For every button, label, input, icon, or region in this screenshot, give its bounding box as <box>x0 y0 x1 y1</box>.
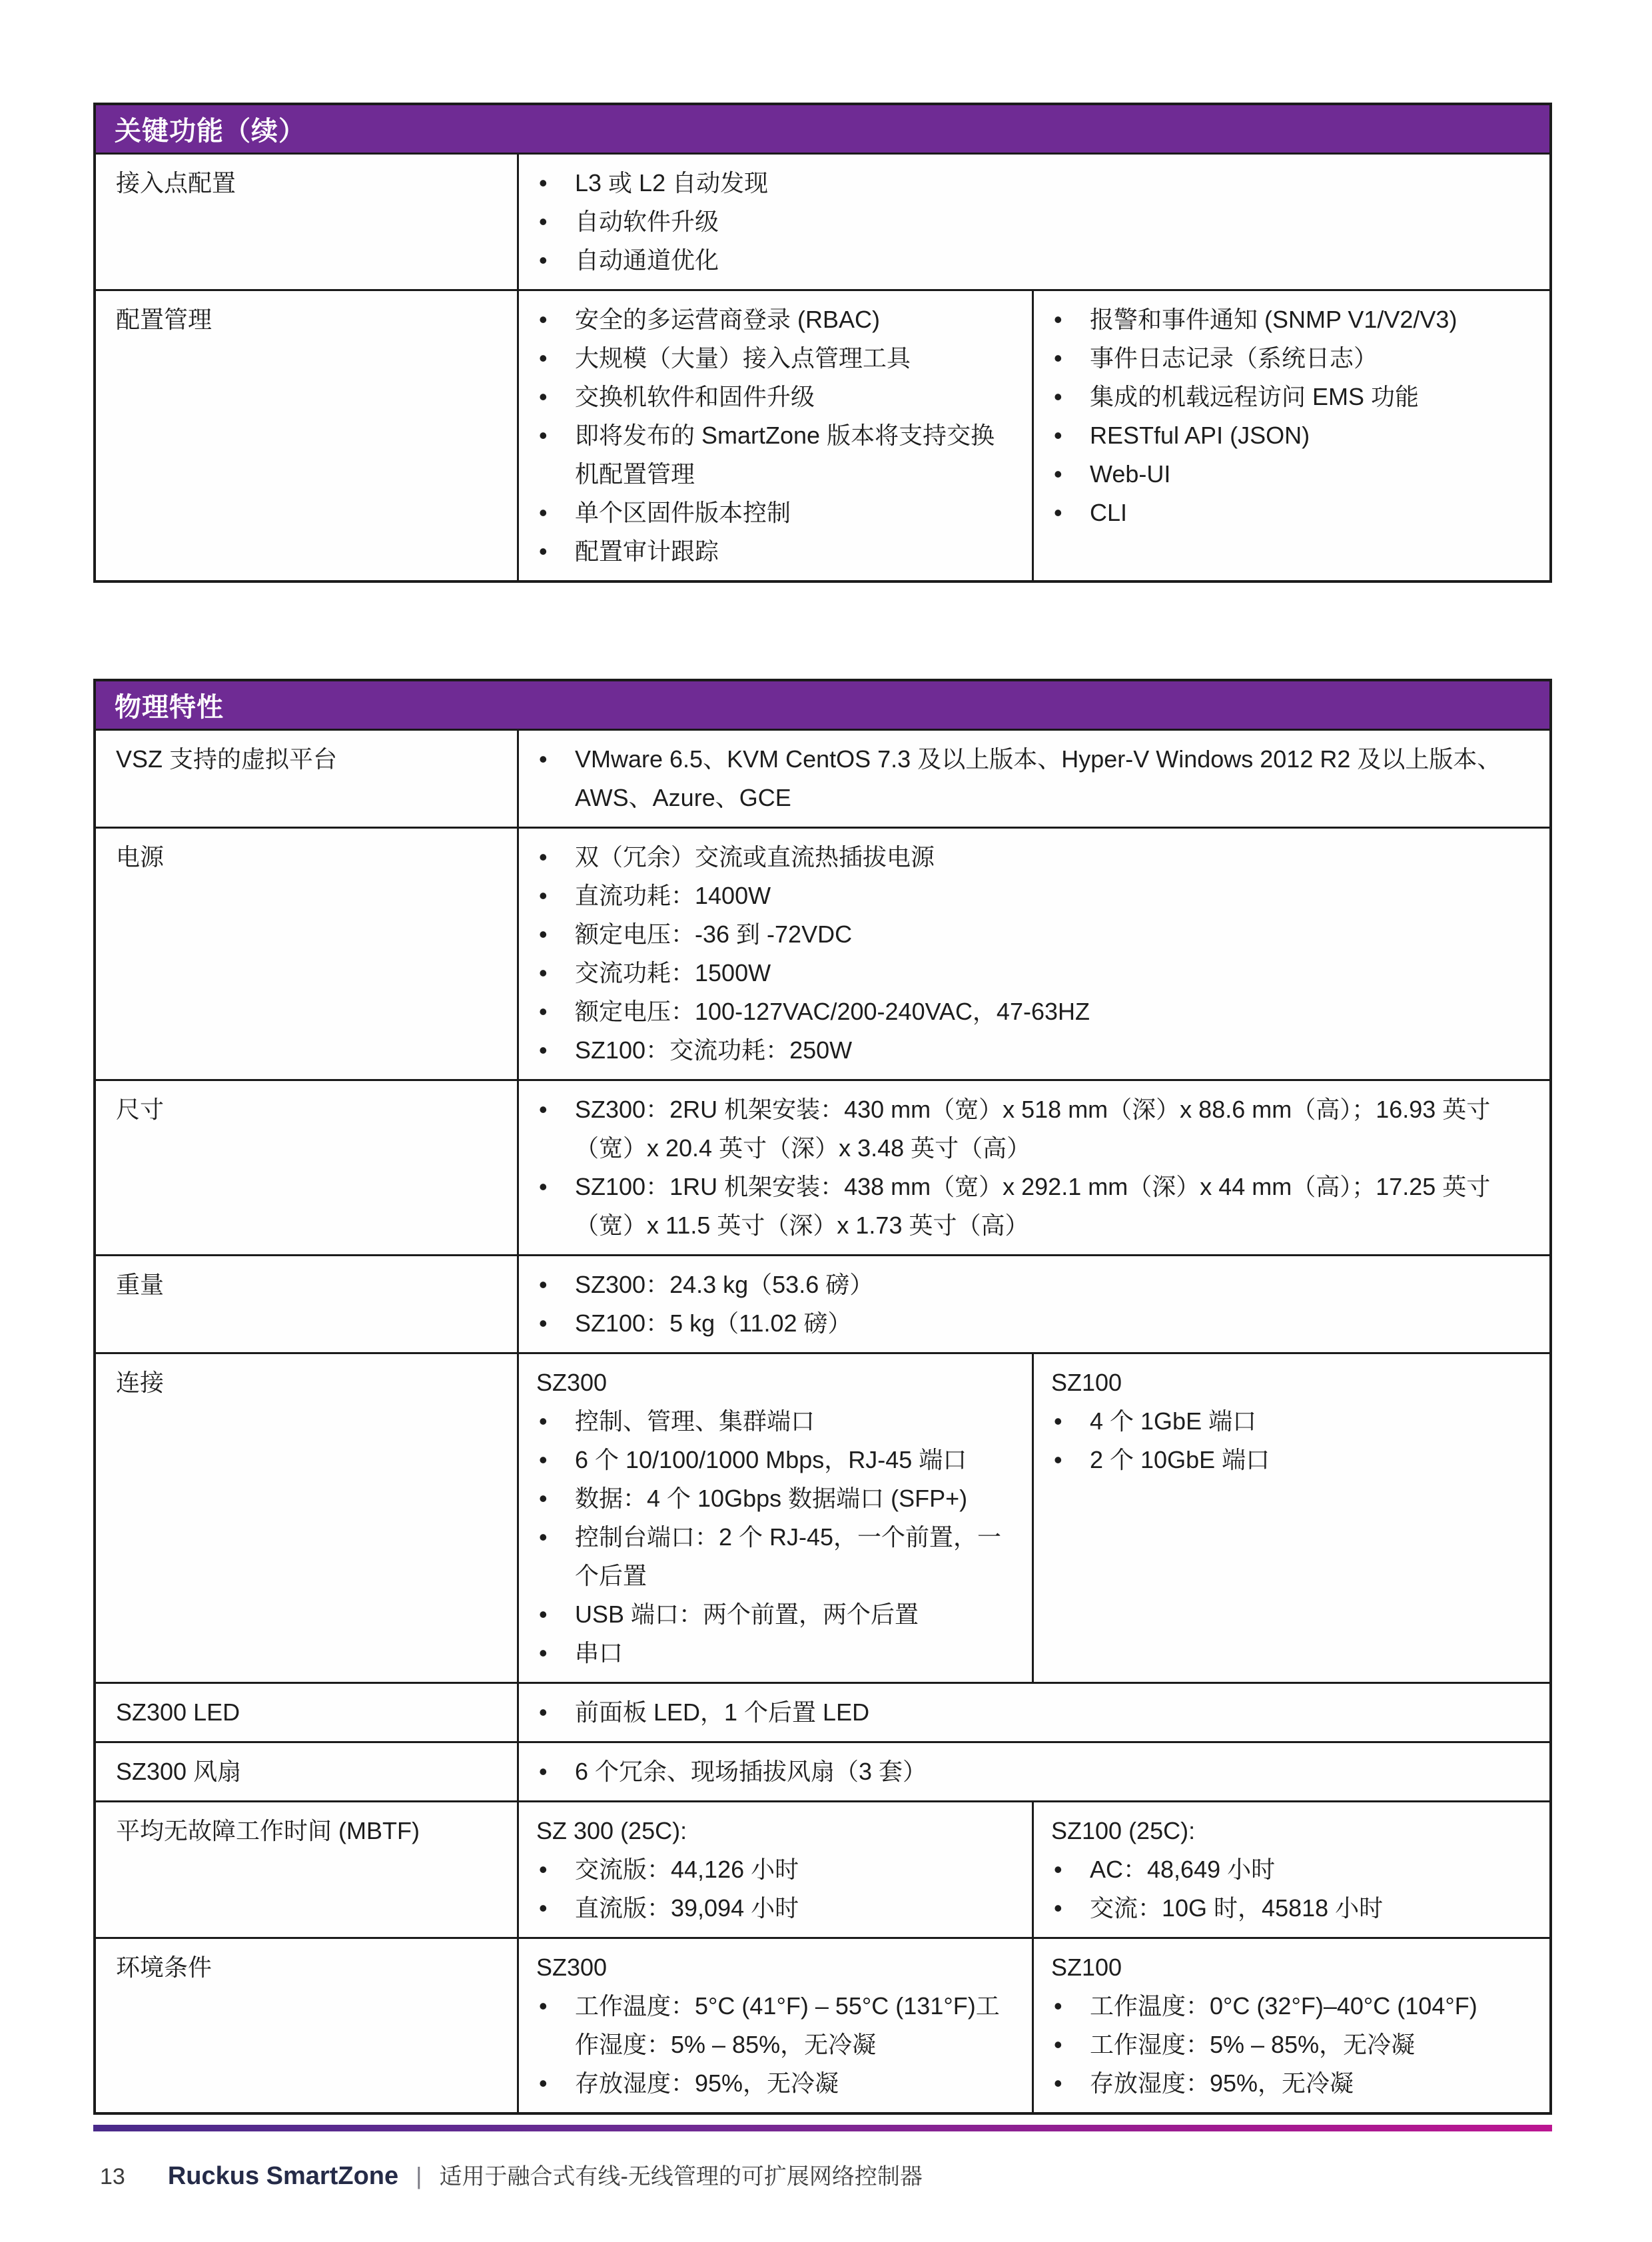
bullet-list <box>1051 1850 1533 1928</box>
bullet-list <box>536 300 1016 571</box>
spec-item: • 6 个 10/100/1000 Mbps，RJ-45 端口 <box>536 1441 1016 1479</box>
spec-item: • 报警和事件通知 (SNMP V1/V2/V3) <box>1051 300 1533 339</box>
bullet-list <box>536 838 1533 1070</box>
spec-item: • 串口 <box>536 1634 1016 1673</box>
row-content <box>517 1684 1549 1741</box>
row-label: 平均无故障工作时间 (MBTF) <box>116 1817 420 1844</box>
bullet-list <box>536 1693 1533 1732</box>
spec-item: • 工作湿度：5% – 85%，无冷凝 <box>1051 2026 1533 2064</box>
cell-heading: SZ100 <box>1051 1954 1122 1981</box>
spec-item: • 额定电压：100-127VAC/200-240VAC，47-63HZ <box>536 992 1533 1031</box>
row-content-right <box>1032 1802 1549 1937</box>
bullet-list <box>536 1752 1533 1791</box>
table-row <box>96 729 1549 827</box>
bullet-list <box>536 1402 1016 1673</box>
spec-item: • CLI <box>1051 494 1533 532</box>
spec-item: • SZ300：2RU 机架安装：430 mm（宽）x 518 mm（深）x 88.6 mm（高）；16.93 英寸（宽）x 20.4 英寸（深）x 3.48 英寸（高） <box>536 1090 1533 1168</box>
spec-item: • SZ100：5 kg（11.02 磅） <box>536 1304 1533 1343</box>
spec-item: • RESTful API (JSON) <box>1051 416 1533 455</box>
row-label: 连接 <box>116 1369 165 1396</box>
cell-heading: SZ300 <box>536 1369 608 1396</box>
spec-item: • AC：48,649 小时 <box>1051 1850 1533 1889</box>
spec-item: • 控制、管理、集群端口 <box>536 1402 1016 1441</box>
spec-item: • 工作温度：5°C (41°F) – 55°C (131°F)工作湿度：5% – 85%，无冷凝 <box>536 1987 1016 2064</box>
row-label: 配置管理 <box>116 306 212 333</box>
row-content <box>517 1743 1549 1800</box>
table-row <box>96 1254 1549 1352</box>
table-title: 物理特性 <box>115 693 224 722</box>
bullet-list <box>536 164 1533 280</box>
footer-tagline: 适用于融合式有线-无线管理的可扩展网络控制器 <box>439 2164 923 2189</box>
footer-gradient-bar <box>93 2125 1552 2131</box>
spec-item: • 数据：4 个 10Gbps 数据端口 (SFP+) <box>536 1479 1016 1518</box>
row-content-left <box>517 1354 1032 1682</box>
spec-item: • Web-UI <box>1051 455 1533 494</box>
spec-item: • SZ300：24.3 kg（53.6 磅） <box>536 1266 1533 1304</box>
cell-heading: SZ100 (25C): <box>1051 1817 1196 1844</box>
footer-separator: | <box>416 2162 422 2189</box>
spec-item: • 存放湿度：95%，无冷凝 <box>536 2064 1016 2103</box>
row-content-right <box>1032 291 1549 580</box>
spec-item: • 存放湿度：95%，无冷凝 <box>1051 2064 1533 2103</box>
spec-item: • 交流功耗：1500W <box>536 954 1533 992</box>
table-title: 关键功能（续） <box>115 117 306 146</box>
spec-item: • 大规模（大量）接入点管理工具 <box>536 339 1016 378</box>
spec-item: • 2 个 10GbE 端口 <box>1051 1441 1533 1479</box>
spec-item: • SZ100：1RU 机架安装：438 mm（宽）x 292.1 mm（深）x 44 mm（高）；17.25 英寸（宽）x 11.5 英寸（深）x 1.73 英寸（高） <box>536 1168 1533 1245</box>
row-content <box>517 1081 1549 1254</box>
spec-item: • 交换机软件和固件升级 <box>536 378 1016 416</box>
bullet-list <box>536 1850 1016 1928</box>
spec-item: • 自动软件升级 <box>536 202 1533 241</box>
spec-item: • USB 端口：两个前置，两个后置 <box>536 1595 1016 1634</box>
row-label: 尺寸 <box>116 1096 165 1123</box>
row-content <box>517 731 1549 827</box>
row-label: 重量 <box>116 1271 165 1298</box>
table-row <box>96 1937 1549 2112</box>
cell-heading: SZ300 <box>536 1954 608 1981</box>
spec-item: • 集成的机载远程访问 EMS 功能 <box>1051 378 1533 416</box>
row-label: 电源 <box>116 843 165 871</box>
row-content <box>517 1256 1549 1352</box>
spec-item: • 控制台端口：2 个 RJ-45，一个前置，一个后置 <box>536 1518 1016 1595</box>
spec-item: • 安全的多运营商登录 (RBAC) <box>536 300 1016 339</box>
row-content <box>517 155 1549 289</box>
row-content-left <box>517 291 1032 580</box>
footer-brand: Ruckus SmartZone <box>167 2162 399 2190</box>
row-label: SZ300 LED <box>116 1698 240 1726</box>
spec-item: • 单个区固件版本控制 <box>536 494 1016 532</box>
spec-item: • 工作温度：0°C (32°F)–40°C (104°F) <box>1051 1987 1533 2026</box>
bullet-list <box>1051 1402 1533 1479</box>
bullet-list <box>536 1266 1533 1343</box>
page-footer <box>100 2158 1565 2191</box>
spec-item: • 直流功耗：1400W <box>536 877 1533 915</box>
spec-item: • SZ100：交流功耗：250W <box>536 1031 1533 1070</box>
table-row <box>96 1352 1549 1682</box>
row-label: 接入点配置 <box>116 169 236 196</box>
row-label: VSZ 支持的虚拟平台 <box>116 745 338 773</box>
table-header-key-features <box>96 105 1549 153</box>
key-features-table <box>93 103 1552 583</box>
bullet-list <box>536 740 1533 817</box>
spec-item: • 交流：10G 时，45818 小时 <box>1051 1889 1533 1928</box>
spec-item: • VMware 6.5、KVM CentOS 7.3 及以上版本、Hyper-V Windows 2012 R2 及以上版本、AWS、Azure、GCE <box>536 740 1533 817</box>
spec-item: • 额定电压：-36 到 -72VDC <box>536 915 1533 954</box>
row-content-right <box>1032 1939 1549 2112</box>
spec-item: • 双（冗余）交流或直流热插拔电源 <box>536 838 1533 877</box>
spec-item: • L3 或 L2 自动发现 <box>536 164 1533 202</box>
row-content-right <box>1032 1354 1549 1682</box>
spec-item: • 4 个 1GbE 端口 <box>1051 1402 1533 1441</box>
table-row <box>96 827 1549 1079</box>
row-content <box>517 829 1549 1079</box>
row-label: 环境条件 <box>116 1954 212 1981</box>
spec-item: • 配置审计跟踪 <box>536 532 1016 571</box>
spec-item: • 交流版：44,126 小时 <box>536 1850 1016 1889</box>
table-row <box>96 1079 1549 1254</box>
bullet-list <box>1051 1987 1533 2103</box>
physical-characteristics-table <box>93 679 1552 2115</box>
spec-item: • 自动通道优化 <box>536 241 1533 280</box>
cell-heading: SZ100 <box>1051 1369 1122 1396</box>
bullet-list <box>1051 300 1533 532</box>
table-row <box>96 1682 1549 1741</box>
spec-item: • 直流版：39,094 小时 <box>536 1889 1016 1928</box>
bullet-list <box>536 1090 1533 1245</box>
table-row <box>96 1800 1549 1937</box>
cell-heading: SZ 300 (25C): <box>536 1817 687 1844</box>
spec-item: • 前面板 LED，1 个后置 LED <box>536 1693 1533 1732</box>
table-row <box>96 153 1549 289</box>
bullet-list <box>536 1987 1016 2103</box>
spec-item: • 6 个冗余、现场插拔风扇（3 套） <box>536 1752 1533 1791</box>
row-content-left <box>517 1939 1032 2112</box>
row-content-left <box>517 1802 1032 1937</box>
table-row <box>96 1741 1549 1800</box>
table-header-physical <box>96 681 1549 729</box>
page-number: 13 <box>100 2164 125 2189</box>
spec-item: • 事件日志记录（系统日志） <box>1051 339 1533 378</box>
table-row <box>96 289 1549 580</box>
row-label: SZ300 风扇 <box>116 1758 242 1785</box>
spec-item: • 即将发布的 SmartZone 版本将支持交换机配置管理 <box>536 416 1016 494</box>
